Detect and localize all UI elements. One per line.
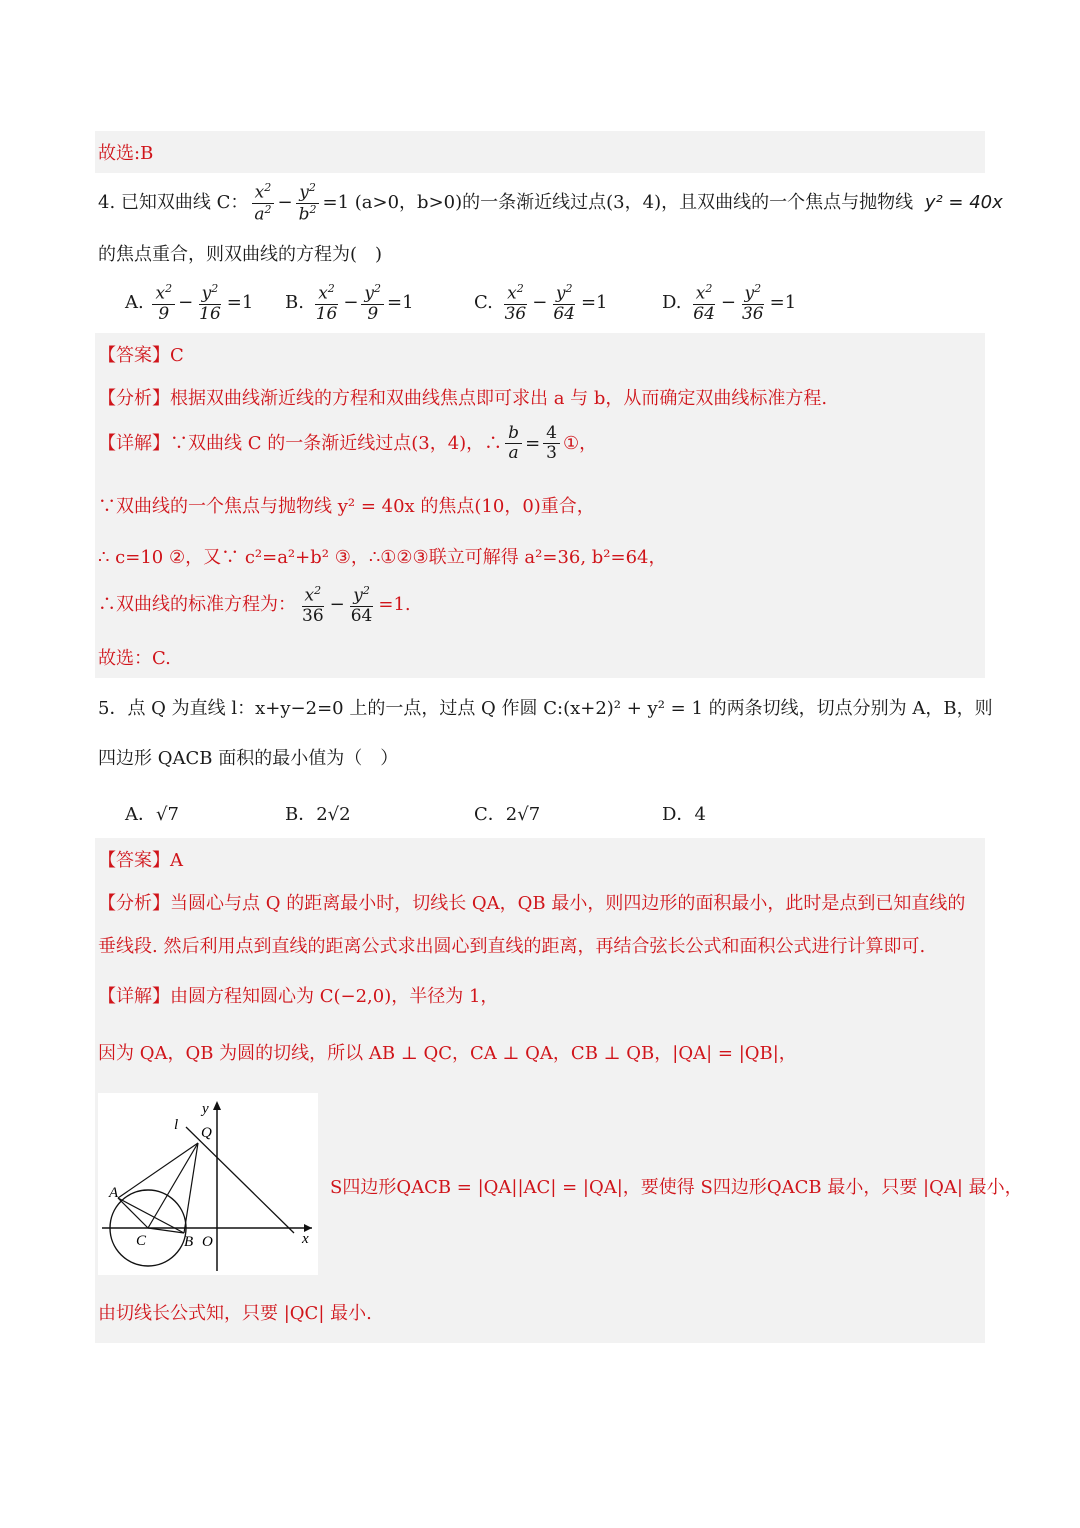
q4-answer: 【答案】C	[98, 345, 184, 366]
segment-ca	[118, 1198, 148, 1228]
q5-detail-2: 因为 QA，QB 为圆的切线，所以 AB ⊥ QC，CA ⊥ QA，CB ⊥ QB，|QA| = |QB|，	[98, 1043, 797, 1064]
label-o: O	[202, 1234, 213, 1250]
q4-detail-1: 【详解】∵双曲线 C 的一条渐近线过点(3，4)，∴ $\frac{b}{a}$ = $\frac{4}{3}$ ①，	[98, 423, 598, 463]
q5-option-b[interactable]: B．2√2	[285, 804, 351, 825]
q4-analysis: 【分析】根据双曲线渐近线的方程和双曲线焦点即可求出 a 与 b，从而确定双曲线标准方程.	[98, 388, 828, 409]
segment-qc	[148, 1143, 198, 1228]
q5-option-d[interactable]: D．4	[662, 804, 706, 825]
q5-option-a[interactable]: A．√7	[125, 804, 179, 825]
q5-figure-svg	[98, 1093, 318, 1275]
q5-analysis-2: 垂线段. 然后利用点到直线的距离公式求出圆心到直线的距离，再结合弦长公式和面积公式进行计算即可.	[98, 936, 926, 957]
q4-detail-1b: ①，	[562, 432, 598, 454]
q4-detail-2: ∵双曲线的一个焦点与抛物线 y² = 40x 的焦点(10，0)重合，	[98, 496, 595, 517]
q4-option-b[interactable]: B. $\frac{x^2}{16}$ − $\frac{y^2}{9}$ =1	[285, 282, 414, 324]
label-y: y	[202, 1101, 209, 1117]
q4-stem-line2: 的焦点重合，则双曲线的方程为( )	[98, 244, 383, 265]
q4-detail-3: ∴ c=10 ②，又∵ c²=a²+b² ③，∴①②③联立可解得 a²=36, b²=64，	[98, 547, 667, 568]
q5-detail-1: 【详解】由圆方程知圆心为 C(−2,0)，半径为 1，	[98, 986, 499, 1007]
q4-detail-4: ∴双曲线的标准方程为： $\frac{x^2}{36}$ − $\frac{y^2}{64}$ =1.	[98, 584, 411, 626]
y-axis-arrow	[213, 1101, 221, 1110]
q4-detail-4-text: ∴双曲线的标准方程为：	[98, 594, 296, 616]
q4-parabola: y² = 40x	[924, 191, 1003, 213]
q5-stem-line1: 5．点 Q 为直线 l：x+y−2=0 上的一点，过点 Q 作圆 C:(x+2)² + y² = 1 的两条切线，切点分别为 A，B，则	[98, 698, 993, 719]
q5-area-text: S四边形QACB = |QA||AC| = |QA|，要使得 S四边形QACB 最小，只要 |QA| 最小，	[330, 1177, 1023, 1198]
line-l	[186, 1127, 294, 1233]
q4-option-c[interactable]: C. $\frac{x^2}{36}$ − $\frac{y^2}{64}$ =1	[474, 282, 608, 324]
q5-option-c[interactable]: C．2√7	[474, 804, 541, 825]
q4-eq-tail: =1 (a>0，b>0)的一条渐近线过点(3，4)，且双曲线的一个焦点与抛物线	[322, 191, 914, 213]
q5-answer: 【答案】A	[98, 850, 183, 871]
q4-detail-1-text: ∵双曲线 C 的一条渐近线过点(3，4)，∴	[170, 432, 503, 454]
q4-frac-y: $\frac{y^2}{b^2}$	[296, 182, 320, 224]
prev-answer: 故选:B	[98, 143, 154, 164]
q4-detail-label: 【详解】	[98, 432, 170, 454]
q4-option-d[interactable]: D. $\frac{x^2}{64}$ − $\frac{y^2}{36}$ =1	[662, 282, 797, 324]
tangent-qa	[118, 1143, 198, 1198]
q4-prefix: 4. 已知双曲线 C：	[98, 191, 249, 213]
label-q: Q	[201, 1125, 212, 1141]
q4-option-a[interactable]: A. $\frac{x^2}{9}$ − $\frac{y^2}{16}$ =1	[125, 282, 254, 324]
q5-analysis-1: 【分析】当圆心与点 Q 的距离最小时，切线长 QA，QB 最小，则四边形的面积最小，此时是点到已知直线的	[98, 893, 966, 914]
label-a: A	[109, 1185, 119, 1201]
label-x: x	[302, 1231, 309, 1247]
q4-detail-4b: =1.	[378, 594, 411, 616]
prev-answer-panel	[95, 131, 985, 173]
tangent-qb	[184, 1143, 198, 1233]
q4-conclusion: 故选：C.	[98, 648, 171, 669]
label-c: C	[136, 1233, 147, 1249]
label-l: l	[174, 1117, 179, 1133]
label-b: B	[184, 1234, 194, 1250]
q5-detail-3: 由切线长公式知，只要 |QC| 最小.	[98, 1303, 372, 1324]
q4-stem-line1: 4. 已知双曲线 C： $\frac{x^2}{a^2}$ − $\frac{y^2}{b^2}$ =1 (a>0，b>0)的一条渐近线过点(3，4)，且双曲线的一个焦点与抛物线 y² = 40x	[98, 181, 1003, 225]
q5-figure	[98, 1093, 318, 1275]
q5-stem-line2: 四边形 QACB 面积的最小值为（ ）	[98, 748, 399, 769]
q4-frac-x: $\frac{x^2}{a^2}$	[251, 182, 274, 224]
